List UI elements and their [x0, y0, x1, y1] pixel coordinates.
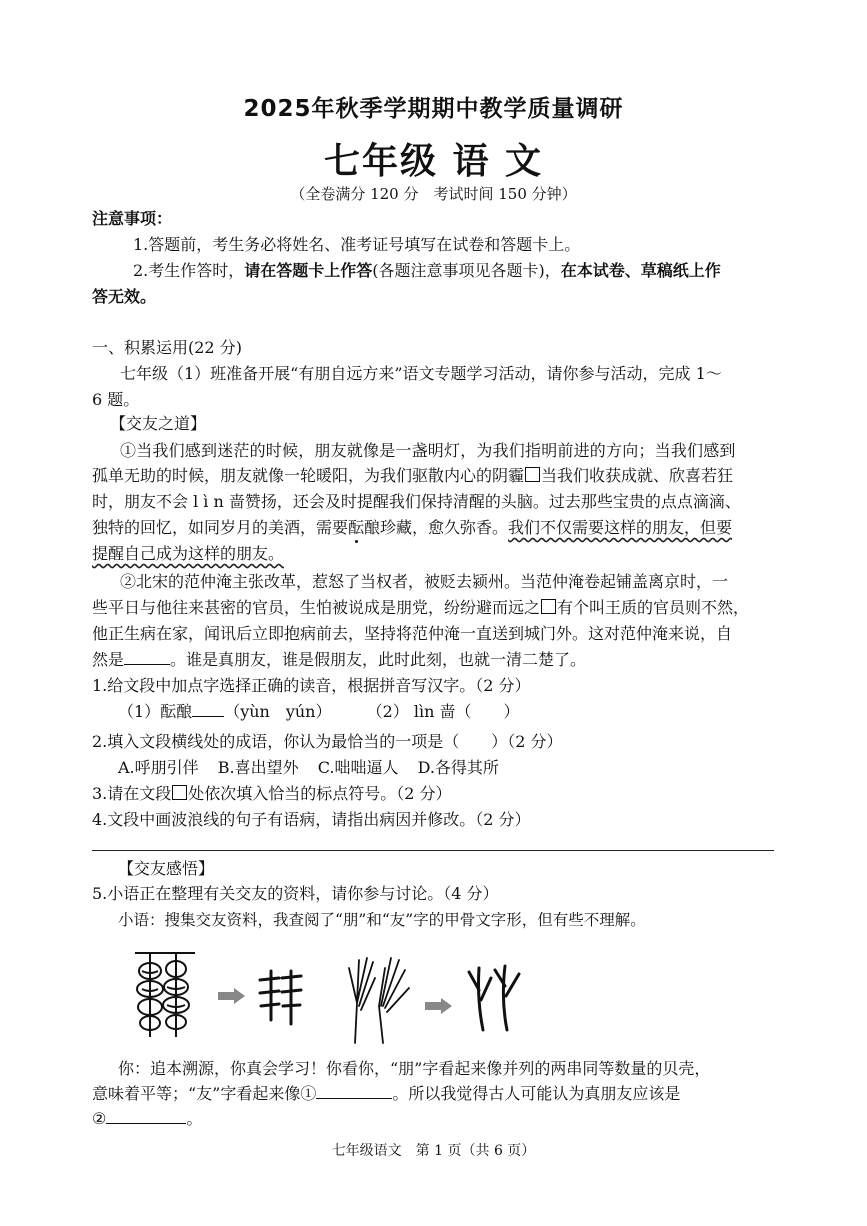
q1-item1-word: （1）酝酿 [118, 702, 193, 721]
answer-blank-2[interactable] [106, 1109, 186, 1124]
para2-line2-b: 有个叫王质的官员则不然， [557, 598, 750, 617]
para1-line4-a: 独特的回忆，如同岁月的美酒，需要 [92, 518, 349, 537]
shells-pictograph-icon [130, 945, 200, 1045]
intro-line-1: 七年级（1）班准备开展“有朋自远方来”语文专题学习活动，请你参与活动，完成 1～ [120, 364, 722, 383]
para1-line4 [92, 517, 732, 539]
question-4: 4.文段中画波浪线的句子有语病，请指出病因并修改。（2 分） [92, 810, 531, 829]
q3-a: 3.请在文段 [92, 784, 172, 803]
answer-blank-1[interactable] [316, 1084, 392, 1099]
peng-oracle-glyph-icon [255, 968, 305, 1028]
option-b[interactable]: B.喜出望外 [217, 758, 299, 777]
q3-b: 处依次填入恰当的标点符号。（2 分） [188, 784, 452, 803]
para1-line2-b: 当我们收获成就、欣喜若狂 [541, 466, 734, 485]
exam-title: 2025年秋季学期期中教学质量调研 [243, 96, 624, 122]
ni-line-3-a: ② [92, 1109, 107, 1128]
divider [92, 850, 774, 851]
notice-item-2-b: 请在答题卡上作答 [244, 261, 373, 280]
ni-line-2-a: 意味着平等；“友”字看起来像① [92, 1084, 317, 1103]
para2-line2 [92, 597, 749, 619]
para1-line4-c: 酿珍藏，愈久弥香。 [364, 518, 509, 537]
question-1: 1.给文段中加点字选择正确的读音，根据拼音写汉字。（2 分） [92, 676, 531, 695]
notice-item-2-c: (各题注意事项见各题卡)， [372, 261, 561, 280]
hands-pictograph-icon [345, 948, 415, 1048]
subheading-friendship-way: 【交友之道】 [110, 414, 207, 433]
page-footer: 七年级语文 第 1 页（共 6 页） [331, 1143, 536, 1159]
option-d[interactable]: D.各得其所 [417, 758, 499, 777]
para2-line4-a: 然是 [92, 650, 125, 669]
dotted-char-yun: 酝 [348, 518, 365, 537]
q3-box-icon [172, 785, 187, 800]
ni-line-3 [92, 1108, 202, 1130]
wavy-sentence-part2: 提醒自己成为这样的朋友。 [92, 544, 285, 563]
para2-line4-b: 。谁是真朋友，谁是假朋友，此时此刻，也就一清二楚了。 [170, 650, 587, 669]
para2-line4 [92, 649, 586, 671]
wavy-sentence-part1: 我们不仅需要这样的朋友，但要 [508, 518, 733, 537]
q1-item2: （2） lìn 啬（ ） [366, 702, 520, 721]
notice-item-2-d: 在本试卷、草稿纸上作 [560, 261, 721, 280]
xiaoyu-line: 小语：搜集交友资料，我查阅了“朋”和“友”字的甲骨文字形，但有些不理解。 [118, 911, 646, 929]
ni-line-2 [92, 1083, 680, 1105]
question-1-items [118, 701, 520, 723]
para2-line2-a: 些平日与他往来甚密的官员，生怕被说成是朋党，纷纷避而远之 [92, 598, 541, 617]
para2-line3: 他正生病在家，闻讯后立即抱病前去，坚持将范仲淹一直送到城门外。这对范仲淹来说，自 [92, 624, 733, 643]
section-heading: 一、积累运用(22 分) [92, 338, 242, 357]
q1-item1-choices: （yùn yún） [224, 702, 332, 721]
idiom-blank[interactable] [124, 650, 170, 665]
question-2: 2.填入文段横线处的成语，你认为最恰当的一项是（ ）（2 分） [92, 732, 563, 751]
para1-line5 [92, 543, 284, 565]
ni-line-3-b: 。 [186, 1109, 203, 1128]
para1-line2-a: 孤单无助的时候，朋友就像一轮暖阳，为我们驱散内心的阴霾 [92, 466, 525, 485]
ni-line-1: 你：追本溯源，你真会学习！你看你，“朋”字看起来像并列的两串同等数量的贝壳， [118, 1059, 711, 1078]
question-5: 5.小语正在整理有关交友的资料，请你参与讨论。（4 分） [92, 884, 499, 903]
ni-line-2-b: 。所以我觉得古人可能认为真朋友应该是 [392, 1084, 681, 1103]
subject-title: 七年级 语 文 [323, 140, 544, 182]
you-oracle-glyph-icon [465, 960, 525, 1035]
para1-line2 [92, 465, 733, 487]
question-2-options [118, 757, 499, 779]
option-c[interactable]: C.咄咄逼人 [317, 758, 399, 777]
arrow-right-icon [218, 988, 246, 1004]
punctuation-box-1[interactable] [525, 467, 540, 482]
notice-item-1: 1.答题前，考生务必将姓名、准考证号填写在试卷和答题卡上。 [133, 235, 581, 254]
q1-answer-blank[interactable] [192, 702, 224, 717]
subheading-friendship-insight: 【交友感悟】 [118, 859, 215, 878]
notice-item-2-a: 2.考生作答时， [133, 261, 245, 280]
para2-line1: ②北宋的范仲淹主张改革，惹怒了当权者，被贬去颍州。当范仲淹卷起铺盖离京时，一 [120, 572, 729, 591]
intro-line-2: 6 题。 [92, 390, 140, 409]
para1-line3: 时，朋友不会 l ì n 啬赞扬，还会及时提醒我们保持清醒的头脑。过去那些宝贵的点点滴滴、 [92, 492, 741, 511]
para1-line1: ①当我们感到迷茫的时候，朋友就像是一盏明灯，为我们指明前进的方向；当我们感到 [120, 441, 736, 460]
notice-item-2-end: 答无效。 [92, 287, 157, 306]
notice-item-2 [133, 260, 721, 282]
punctuation-box-2[interactable] [541, 599, 556, 614]
option-a[interactable]: A.呼朋引伴 [118, 758, 199, 777]
notice-heading: 注意事项： [92, 209, 173, 228]
exam-info: （全卷满分 120 分 考试时间 150 分钟） [290, 185, 577, 203]
arrow-right-icon-2 [425, 998, 453, 1014]
question-3 [92, 783, 452, 805]
